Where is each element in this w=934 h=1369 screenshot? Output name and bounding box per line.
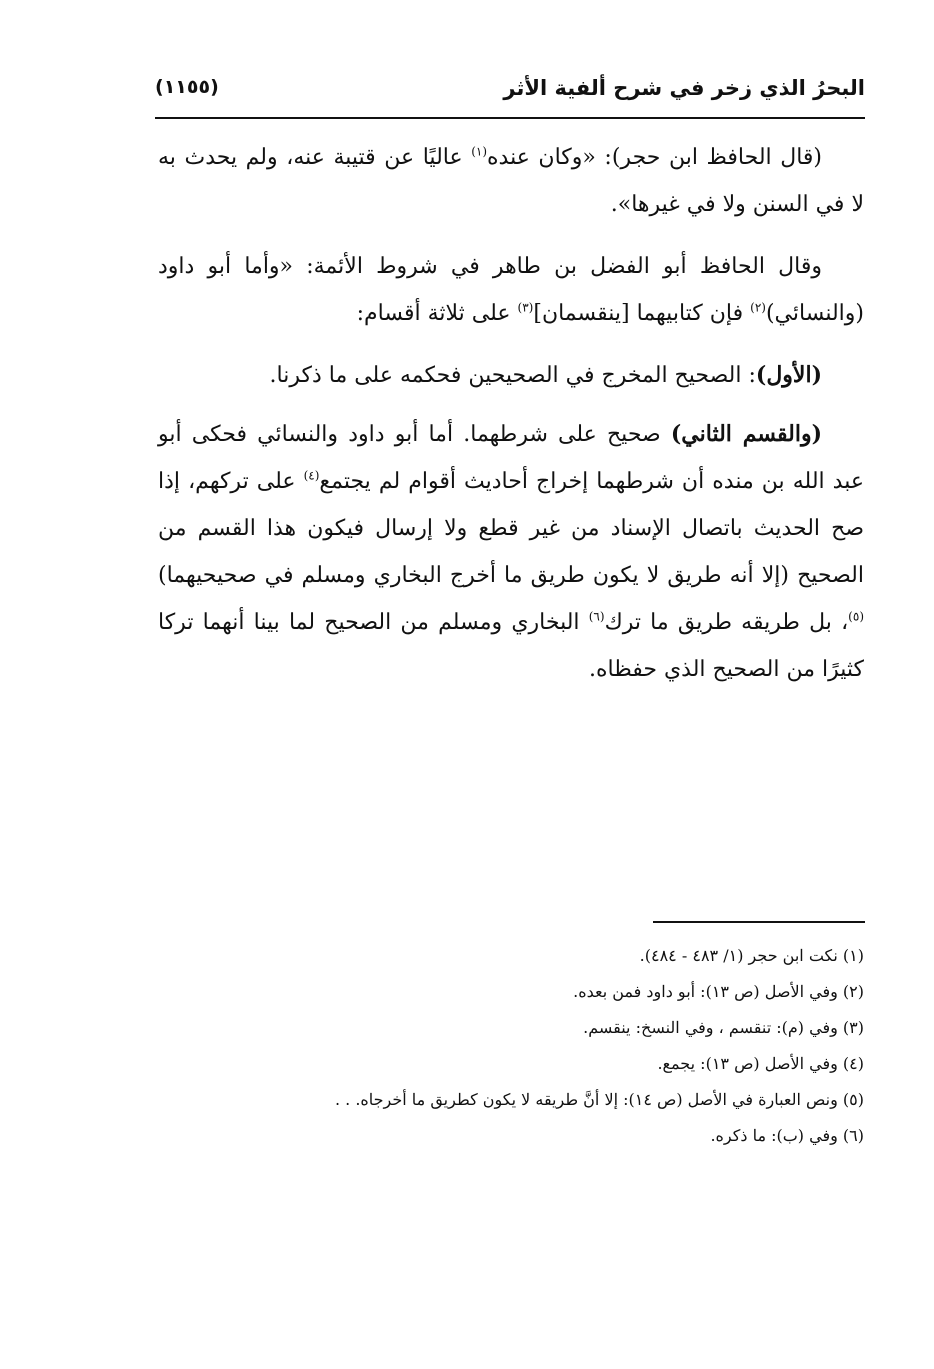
main-text [158,134,864,708]
footnote-5: (٥) ونص العبارة في الأصل (ص ١٤): إلا أنَّ طريقه لا يكون كطريق ما أخرجاه. . . [334,1090,864,1109]
running-header [155,72,865,116]
paragraph-1 [158,134,864,228]
paragraph-2-text-a: وقال الحافظ أبو الفضل بن طاهر في شروط الأئمة: «وأما أبو داود (والنسائي) [158,254,864,326]
paragraph-4 [158,411,864,693]
page-number: (١١٥٥) [155,76,219,98]
section-heading-second: (والقسم الثاني) [670,421,823,447]
book-title: البحرُ الذي زخر في شرح ألفية الأثر [503,76,865,100]
footnote-ref-5: (٥) [848,609,864,624]
footnote-2: (٢) وفي الأصل (ص ١٣): أبو داود فمن بعده. [573,982,864,1001]
footnote-ref-2: (٢) [750,300,766,315]
footnote-rule [653,921,865,923]
footnote-1: (١) نكت ابن حجر (١/ ٤٨٣ - ٤٨٤). [639,946,864,965]
footnote-6: (٦) وفي (ب): ما ذكره. [710,1126,864,1145]
paragraph-4-text-c: ، بل طريقه طريق ما ترك [604,610,849,635]
paragraph-4-text-a: صحيح على شرطهما. أما أبو داود والنسائي فحكى أبو عبد الله بن منده أن شرطهما إخراج أحاديث أقوام لم يجتمع [158,422,864,494]
paragraph-4-text-d: البخاري ومسلم من الصحيح لما بينا أنهما تركا كثيرًا من الصحيح الذي حفظاه. [158,610,864,682]
footnotes [150,938,864,1154]
paragraph-3 [158,352,864,399]
footnote-ref-6: (٦) [588,609,605,624]
paragraph-1-text-a: (قال الحافظ ابن حجر): «وكان عنده [487,145,823,170]
paragraph-1-text-b: عاليًا عن قتيبة عنه، ولم يحدث به لا في السنن ولا في غيرها». [158,145,864,217]
footnote-ref-1: (١) [471,144,488,159]
paragraph-2 [158,243,864,337]
section-heading-first: (الأول) [755,362,822,388]
paragraph-4-text-b: على تركهم، إذا صح الحديث باتصال الإسناد من غير قطع ولا إرسال فيكون هذا القسم من الصحيح (إلا أنه طريق لا يكون طريق ما أخرج البخاري ومسلم في صحيحيهما) [158,469,864,588]
footnote-ref-4: (٤) [303,468,320,483]
paragraph-3-text: : الصحيح المخرج في الصحيحين فحكمه على ما ذكرنا. [269,363,756,388]
footnote-4: (٤) وفي الأصل (ص ١٣): يجمع. [657,1054,864,1073]
header-rule [155,117,865,119]
paragraph-2-text-b: فإن كتابيهما [ينقسمان] [533,301,751,326]
footnote-ref-3: (٣) [517,300,534,315]
paragraph-2-text-c: على ثلاثة أقسام: [356,301,518,326]
footnote-3: (٣) وفي (م): تنقسم ، وفي النسخ: ينقسم. [583,1018,864,1037]
